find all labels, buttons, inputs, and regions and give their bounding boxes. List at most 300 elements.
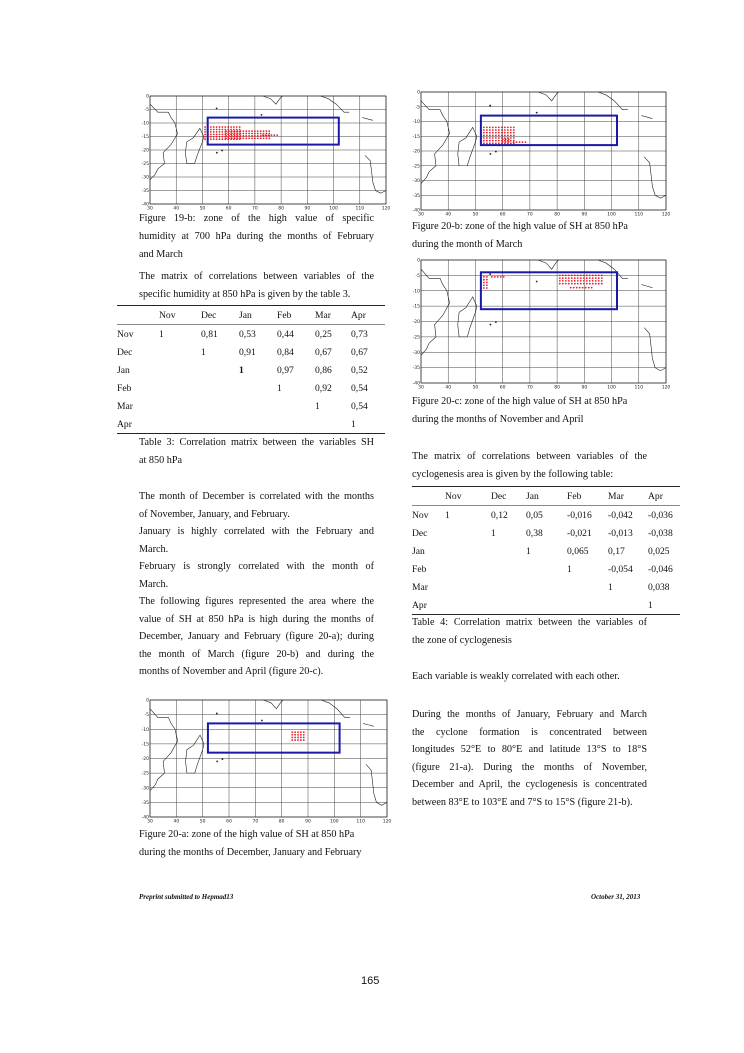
y-tick-label: -20: [141, 148, 149, 154]
coastline-java: [642, 116, 653, 119]
high-value-dot: [240, 130, 242, 132]
high-value-dot: [598, 274, 600, 276]
high-value-dot: [585, 287, 587, 289]
table3-caption: Table 3: Correlation matrix between the variables SH at 850 hPa: [139, 437, 374, 466]
y-tick-label: -15: [141, 135, 149, 140]
high-value-dot: [242, 130, 244, 132]
high-value-dot: [507, 132, 509, 134]
high-value-dot: [592, 277, 594, 279]
table-cell: [201, 379, 239, 397]
high-value-dot: [213, 138, 215, 140]
high-value-dot: [204, 129, 206, 131]
high-value-dot: [265, 134, 267, 136]
coastline-india: [263, 700, 283, 709]
high-value-dot: [251, 130, 253, 132]
high-value-dot: [519, 141, 521, 143]
high-value-dot: [586, 283, 588, 285]
x-tick-label: 50: [199, 819, 206, 824]
y-tick-label: -15: [141, 742, 149, 748]
high-value-dot: [571, 274, 573, 276]
high-value-dot: [254, 133, 256, 135]
high-value-dot: [219, 126, 221, 128]
table4-header: Feb: [567, 490, 582, 502]
y-tick-label: -30: [412, 350, 420, 356]
coastline-australia: [365, 155, 386, 193]
high-value-dot: [483, 287, 485, 289]
high-value-dot: [498, 140, 500, 142]
high-value-dot: [489, 140, 491, 142]
high-value-dot: [522, 141, 524, 143]
table-cell: 0,12: [491, 509, 508, 521]
high-value-dot: [580, 274, 582, 276]
high-value-dot: [508, 138, 510, 140]
high-value-dot: [219, 129, 221, 131]
high-value-dot: [573, 287, 575, 289]
coastline-java: [642, 285, 653, 288]
high-value-dot: [505, 138, 507, 140]
table-cell: 0,97: [277, 364, 294, 376]
high-value-dot: [291, 737, 293, 739]
high-value-dot: [483, 142, 485, 144]
high-value-dot: [260, 137, 262, 139]
y-tick-label: -5: [415, 273, 420, 279]
high-value-dot: [291, 734, 293, 736]
high-value-dot: [513, 141, 515, 143]
y-tick-label: -30: [141, 786, 149, 792]
high-value-dot: [297, 734, 299, 736]
high-value-dot: [589, 280, 591, 282]
table4-header: Dec: [491, 490, 507, 502]
x-tick-label: 80: [554, 212, 560, 217]
row-label: Mar: [412, 581, 428, 593]
table-cell: 0,025: [648, 545, 670, 557]
figure-20a-caption: Figure 20-a: zone of the high value of SH at 850 hPa during the months of December, January and February: [139, 829, 362, 858]
table-cell: [239, 379, 277, 397]
high-value-dot: [303, 739, 305, 741]
x-tick-label: 110: [355, 206, 365, 211]
high-value-dot: [227, 126, 229, 128]
coastline-madagascar: [458, 127, 477, 165]
x-tick-label: 30: [418, 385, 424, 390]
table-cell: 0,52: [351, 364, 368, 376]
high-value-dot: [228, 137, 230, 139]
table-cell: [277, 397, 315, 415]
high-value-dot: [257, 130, 259, 132]
y-tick-label: -35: [412, 366, 420, 372]
high-value-dot: [234, 133, 236, 135]
high-value-dot: [231, 130, 233, 132]
high-value-dot: [216, 138, 218, 140]
high-value-dot: [221, 131, 223, 133]
high-value-dot: [242, 133, 244, 135]
table4-header-row: [412, 487, 680, 506]
coastline-australia: [366, 764, 387, 805]
high-value-dot: [262, 134, 264, 136]
x-tick-label: 40: [173, 206, 180, 211]
table-cell: 1: [567, 563, 572, 575]
coastline-sumatra: [320, 96, 349, 112]
high-value-dot: [483, 276, 485, 278]
coastline-madagascar: [185, 128, 203, 163]
high-value-dot: [276, 134, 278, 136]
table-cell: 1: [445, 509, 450, 521]
table-cell: [526, 578, 567, 596]
high-value-dot: [300, 734, 302, 736]
island-marker: [222, 758, 224, 760]
high-value-dot: [228, 135, 230, 137]
island-marker: [536, 112, 538, 114]
table-cell: -0,046: [648, 563, 673, 575]
weak-correlation-note: Each variable is weakly correlated with each other.: [412, 671, 620, 682]
high-value-dot: [273, 134, 275, 136]
high-value-dot: [510, 142, 512, 144]
high-value-dot: [263, 137, 265, 139]
table-cell: 0,84: [277, 346, 294, 358]
x-tick-label: 70: [527, 212, 533, 217]
high-value-dot: [486, 127, 488, 129]
row-label: Mar: [117, 400, 133, 412]
high-value-dot: [254, 130, 256, 132]
high-value-dot: [577, 283, 579, 285]
high-value-dot: [266, 130, 268, 132]
x-tick-label: 60: [499, 212, 506, 217]
x-tick-label: 80: [278, 819, 285, 824]
high-value-dot: [498, 142, 500, 144]
table-cell: 0,038: [648, 581, 670, 593]
high-value-dot: [266, 133, 268, 135]
high-value-dot: [231, 137, 233, 139]
high-value-dot: [592, 283, 594, 285]
high-value-dot: [510, 127, 512, 129]
high-value-dot: [271, 134, 273, 136]
table-cell: [159, 379, 201, 397]
table4-header: Jan: [526, 490, 539, 502]
left-paragraph: The month of December is correlated with the months of November, January, and February. January is highly correlated with the February and March. February is strongly correlated with the month of March. The following figures represented the area where the value of SH at 850 hPa is high during the months of December, January and February (figure 20-a); during the month of March (figure 20-b) and during the months of November and April (figure 20-c).: [139, 491, 374, 677]
high-value-dot: [254, 137, 256, 139]
high-value-dot: [483, 132, 485, 134]
x-tick-label: 100: [607, 212, 616, 217]
figure-19b-caption: Figure 19-b: zone of the high value of specific humidity at 700 hPa during the months of February and March: [139, 213, 374, 260]
high-value-dot: [568, 283, 570, 285]
y-tick-label: -20: [412, 149, 420, 155]
high-value-dot: [291, 731, 293, 733]
high-value-dot: [260, 130, 262, 132]
island-marker: [489, 273, 491, 275]
high-value-dot: [592, 280, 594, 282]
row-label: Dec: [117, 346, 133, 358]
high-value-dot: [483, 134, 485, 136]
x-tick-label: 60: [226, 819, 232, 824]
high-value-dot: [263, 130, 265, 132]
high-value-dot: [492, 142, 494, 144]
footer-right: October 31, 2013: [591, 893, 641, 901]
high-value-dot: [492, 129, 494, 131]
y-tick-label: -20: [141, 757, 149, 762]
high-value-dot: [239, 129, 241, 131]
table-cell: 1: [351, 418, 356, 430]
high-value-dot: [237, 133, 239, 135]
high-value-dot: [498, 129, 500, 131]
x-tick-label: 120: [661, 385, 670, 390]
row-label: Jan: [117, 364, 130, 376]
table-cell: 1: [648, 599, 653, 611]
high-value-dot: [568, 280, 570, 282]
high-value-dot: [495, 140, 497, 142]
high-value-dot: [601, 283, 603, 285]
table3-header: Nov: [159, 309, 176, 321]
coastline-australia: [644, 157, 666, 198]
high-value-dot: [513, 134, 515, 136]
table-row: [412, 578, 680, 596]
high-value-dot: [574, 283, 576, 285]
table-cell: 0,05: [526, 509, 543, 521]
high-value-dot: [582, 287, 584, 289]
high-value-dot: [525, 141, 527, 143]
table-cell: [445, 524, 491, 542]
high-value-dot: [245, 130, 247, 132]
y-tick-label: -35: [141, 189, 149, 194]
y-tick-label: -20: [412, 320, 420, 325]
table-cell: 1: [239, 364, 244, 376]
table-cell: -0,042: [608, 509, 633, 521]
high-value-dot: [224, 129, 226, 131]
x-tick-label: 40: [445, 212, 452, 217]
high-value-dot: [225, 133, 227, 135]
high-value-dot: [483, 140, 485, 142]
high-value-dot: [300, 739, 302, 741]
high-value-dot: [240, 135, 242, 137]
island-marker: [216, 761, 218, 763]
high-value-dot: [483, 284, 485, 286]
high-value-dot: [257, 133, 259, 135]
table-cell: [491, 578, 526, 596]
y-tick-label: -10: [141, 727, 149, 733]
high-value-dot: [248, 135, 250, 137]
high-value-dot: [598, 280, 600, 282]
table-row: [412, 560, 680, 578]
table-cell: [608, 596, 648, 615]
high-value-dot: [210, 138, 212, 140]
high-value-dot: [248, 137, 250, 139]
high-value-dot: [260, 133, 262, 135]
x-tick-label: 110: [634, 212, 644, 217]
coastline-africa: [150, 709, 178, 791]
x-tick-label: 50: [199, 206, 206, 211]
high-value-dot: [497, 276, 499, 278]
high-value-dot: [565, 283, 567, 285]
figure-20b-map: [412, 89, 670, 217]
high-value-dot: [294, 734, 296, 736]
footer-left: Preprint submitted to Hepmad13: [139, 893, 234, 901]
y-tick-label: -25: [412, 164, 420, 170]
high-value-dot: [236, 126, 238, 128]
table-cell: 0,92: [315, 382, 332, 394]
table-cell: [277, 415, 315, 434]
high-value-dot: [489, 137, 491, 139]
high-value-dot: [260, 135, 262, 137]
high-value-dot: [510, 140, 512, 142]
table-row: [412, 506, 680, 525]
y-tick-label: -35: [412, 193, 420, 199]
coastline-australia: [644, 328, 666, 371]
table-cell: [239, 397, 277, 415]
high-value-dot: [303, 731, 305, 733]
high-value-dot: [574, 277, 576, 279]
table-cell: -0,021: [567, 527, 592, 539]
high-value-dot: [498, 137, 500, 139]
high-value-dot: [294, 731, 296, 733]
high-value-dot: [219, 131, 221, 133]
y-tick-label: -40: [412, 381, 420, 387]
map-svg: [141, 697, 391, 824]
high-value-dot: [574, 274, 576, 276]
high-value-dot: [221, 129, 223, 131]
table-cell: -0,013: [608, 527, 633, 539]
high-value-dot: [504, 134, 506, 136]
table-cell: 1: [491, 527, 496, 539]
high-value-dot: [583, 274, 585, 276]
high-value-dot: [245, 133, 247, 135]
table-cell: [491, 560, 526, 578]
high-value-dot: [580, 277, 582, 279]
high-value-dot: [601, 280, 603, 282]
x-tick-label: 110: [634, 385, 644, 390]
table-cell: [201, 397, 239, 415]
y-tick-label: -10: [412, 289, 420, 295]
high-value-dot: [486, 129, 488, 131]
high-value-dot: [483, 129, 485, 131]
high-value-dot: [297, 737, 299, 739]
high-value-dot: [268, 133, 270, 135]
table-cell: 0,065: [567, 545, 589, 557]
high-value-dot: [216, 136, 218, 138]
y-tick-label: 0: [146, 698, 149, 704]
high-value-dot: [294, 739, 296, 741]
high-value-dot: [291, 739, 293, 741]
island-marker: [261, 114, 263, 116]
high-value-dot: [216, 129, 218, 131]
y-tick-label: -15: [412, 134, 420, 140]
high-value-dot: [210, 131, 212, 133]
table-cell: 0,44: [277, 328, 294, 340]
table-row: [117, 325, 385, 344]
table-cell: -0,038: [648, 527, 673, 539]
table-cell: 0,17: [608, 545, 625, 557]
high-value-dot: [213, 126, 215, 128]
y-tick-label: -40: [141, 202, 149, 208]
table-cell: [201, 361, 239, 379]
high-value-dot: [251, 137, 253, 139]
table-row: [412, 524, 680, 542]
high-value-dot: [513, 129, 515, 131]
high-value-dot: [268, 137, 270, 139]
table4-intro: The matrix of correlations between variables of the cyclogenesis area is given by the following table:: [412, 451, 647, 480]
study-area-box: [208, 118, 339, 145]
high-value-dot: [486, 134, 488, 136]
high-value-dot: [501, 132, 503, 134]
high-value-dot: [213, 131, 215, 133]
x-tick-label: 70: [527, 385, 533, 390]
high-value-dot: [565, 280, 567, 282]
high-value-dot: [491, 276, 493, 278]
page-number: 165: [361, 975, 380, 987]
high-value-dot: [586, 280, 588, 282]
high-value-dot: [303, 734, 305, 736]
high-value-dot: [294, 737, 296, 739]
y-tick-label: -5: [415, 105, 420, 111]
y-tick-label: -35: [141, 800, 149, 806]
high-value-dot: [510, 137, 512, 139]
y-tick-label: -40: [141, 815, 149, 821]
y-tick-label: -25: [412, 335, 420, 341]
table-cell: [491, 542, 526, 560]
high-value-dot: [486, 140, 488, 142]
x-tick-label: 30: [418, 212, 424, 217]
high-value-dot: [513, 132, 515, 134]
high-value-dot: [495, 134, 497, 136]
high-value-dot: [263, 133, 265, 135]
x-tick-label: 90: [305, 819, 311, 824]
table3-body: [117, 325, 385, 434]
row-label: Dec: [412, 527, 428, 539]
table-row: [117, 361, 385, 379]
y-tick-label: -10: [141, 121, 149, 127]
high-value-dot: [489, 134, 491, 136]
high-value-dot: [495, 137, 497, 139]
high-value-dot: [577, 277, 579, 279]
table-cell: [526, 596, 567, 615]
high-value-dot: [498, 132, 500, 134]
high-value-dot: [234, 137, 236, 139]
y-tick-label: -5: [144, 713, 149, 719]
high-value-dot: [300, 737, 302, 739]
high-value-dot: [268, 134, 270, 136]
high-value-dot: [489, 132, 491, 134]
high-value-dot: [248, 133, 250, 135]
coastline-africa: [421, 101, 450, 184]
high-value-dot: [231, 133, 233, 135]
table-cell: 0,25: [315, 328, 332, 340]
high-value-dot: [588, 287, 590, 289]
table-cell: [445, 542, 491, 560]
high-value-dot: [225, 130, 227, 132]
table-row: [412, 542, 680, 560]
high-value-dot: [492, 137, 494, 139]
high-value-dot: [492, 134, 494, 136]
high-value-dot: [570, 287, 572, 289]
high-value-dot: [213, 129, 215, 131]
high-value-dot: [568, 277, 570, 279]
row-label: Nov: [117, 328, 134, 340]
high-value-dot: [236, 129, 238, 131]
high-value-dot: [574, 280, 576, 282]
high-value-dot: [565, 277, 567, 279]
high-value-dot: [501, 127, 503, 129]
coastline-india: [538, 92, 558, 101]
table-cell: [567, 578, 608, 596]
high-value-dot: [595, 274, 597, 276]
high-value-dot: [586, 274, 588, 276]
y-tick-label: -25: [141, 162, 149, 167]
row-label: Nov: [412, 509, 429, 521]
high-value-dot: [221, 126, 223, 128]
coastline-madagascar: [186, 735, 204, 773]
table-cell: [159, 361, 201, 379]
table-cell: 1: [277, 382, 282, 394]
map-svg: [412, 89, 670, 217]
high-value-dot: [591, 287, 593, 289]
island-marker: [536, 281, 538, 283]
